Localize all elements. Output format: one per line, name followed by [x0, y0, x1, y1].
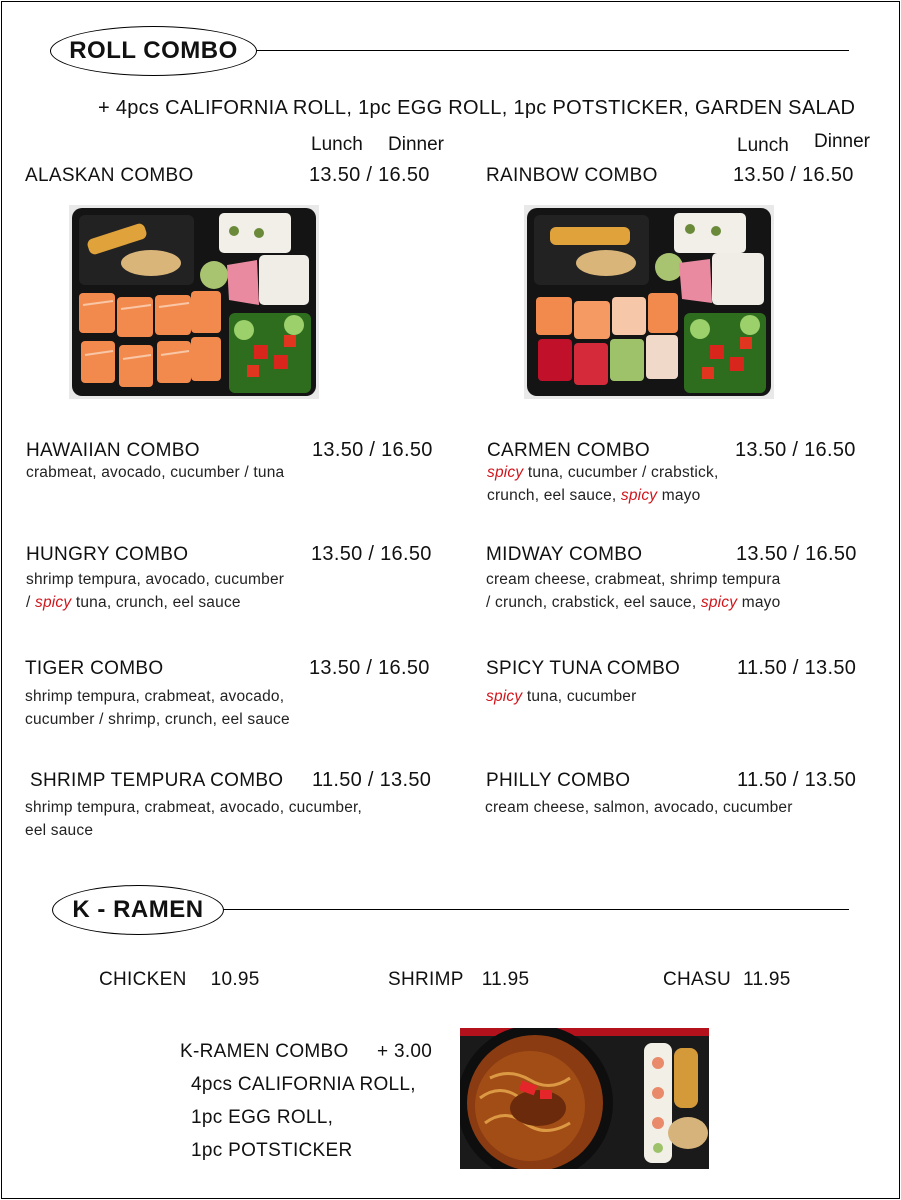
item-description: [486, 592, 780, 615]
item-name: HUNGRY COMBO: [26, 544, 189, 565]
k-ramen-combo-photo: [460, 1028, 709, 1169]
item-description: cucumber / shrimp, crunch, eel sauce: [25, 711, 290, 728]
description-text: mayo: [657, 487, 701, 504]
item-price: 13.50 / 16.50: [735, 439, 856, 461]
lunch-header: Lunch: [311, 134, 363, 155]
description-text: mayo: [737, 594, 781, 611]
item-name: SPICY TUNA COMBO: [486, 658, 681, 679]
spicy-label: spicy: [486, 688, 523, 705]
item-description: [26, 592, 241, 615]
item-price: 13.50 / 16.50: [733, 164, 854, 186]
ramen-option: [663, 969, 791, 991]
item-price: 11.50 / 13.50: [312, 769, 432, 791]
dinner-header: Dinner: [814, 131, 870, 152]
item-price: 13.50 / 16.50: [312, 439, 433, 461]
spicy-label: spicy: [620, 487, 658, 504]
ramen-option-price: 11.95: [481, 969, 530, 990]
ramen-combo-line: 1pc EGG ROLL,: [191, 1107, 334, 1128]
item-price: 13.50 / 16.50: [309, 657, 430, 679]
ramen-option: [388, 969, 529, 991]
spicy-label: spicy: [35, 594, 72, 611]
alaskan-combo-photo: [69, 205, 319, 399]
description-text: / crunch, crabstick, eel sauce,: [486, 594, 701, 611]
item-price: 13.50 / 16.50: [736, 543, 857, 565]
lunch-header: Lunch: [737, 135, 789, 156]
ramen-combo-price: + 3.00: [377, 1041, 433, 1062]
item-name: RAINBOW COMBO: [486, 165, 658, 186]
ramen-combo-name: K-RAMEN COMBO: [180, 1041, 349, 1062]
combo-includes: + 4pcs CALIFORNIA ROLL, 1pc EGG ROLL, 1pc POTSTICKER, GARDEN SALAD: [98, 97, 856, 119]
item-description: [487, 462, 718, 485]
item-price: 13.50 / 16.50: [311, 543, 432, 565]
section-title-text: K - RAMEN: [72, 896, 204, 923]
ramen-option: [99, 969, 260, 991]
item-description: cream cheese, salmon, avocado, cucumber: [485, 799, 793, 816]
item-description: shrimp tempura, crabmeat, avocado,: [25, 688, 285, 705]
ramen-option-name: CHICKEN: [99, 969, 187, 990]
section-rule: [255, 50, 849, 51]
description-text: /: [26, 594, 36, 611]
item-description: crabmeat, avocado, cucumber / tuna: [26, 464, 285, 481]
item-name: CARMEN COMBO: [487, 440, 650, 461]
item-description: shrimp tempura, crabmeat, avocado, cucumber,: [25, 799, 363, 816]
description-text: tuna, crunch, eel sauce: [71, 594, 241, 611]
item-description: eel sauce: [25, 822, 94, 839]
spicy-label: spicy: [487, 464, 524, 481]
section-rule: [222, 909, 849, 910]
section-title-k-ramen: [52, 885, 224, 935]
rainbow-combo-photo: [524, 205, 774, 399]
ramen-option-price: 10.95: [210, 969, 260, 990]
item-price: 11.50 / 13.50: [737, 769, 857, 791]
ramen-option-price: 11.95: [743, 969, 791, 990]
item-name: HAWAIIAN COMBO: [26, 440, 200, 461]
description-text: tuna, cucumber: [522, 688, 637, 705]
item-name: SHRIMP TEMPURA COMBO: [30, 770, 284, 791]
ramen-option-name: CHASU: [663, 969, 732, 990]
item-description: [487, 485, 700, 508]
ramen-combo-line: 4pcs CALIFORNIA ROLL,: [191, 1074, 416, 1095]
description-text: crunch, eel sauce,: [487, 487, 621, 504]
item-description: cream cheese, crabmeat, shrimp tempura: [486, 571, 781, 588]
item-price: 13.50 / 16.50: [309, 164, 430, 186]
ramen-option-name: SHRIMP: [388, 969, 464, 990]
item-price: 11.50 / 13.50: [737, 657, 857, 679]
section-title-text: ROLL COMBO: [69, 37, 238, 64]
description-text: tuna, cucumber / crabstick,: [523, 464, 719, 481]
ramen-combo-line: 1pc POTSTICKER: [191, 1140, 353, 1161]
spicy-label: spicy: [700, 594, 738, 611]
item-name: TIGER COMBO: [25, 658, 164, 679]
item-description: [486, 686, 636, 709]
item-name: MIDWAY COMBO: [486, 544, 643, 565]
section-title-roll-combo: [50, 26, 257, 76]
item-name: PHILLY COMBO: [486, 770, 631, 791]
item-description: shrimp tempura, avocado, cucumber: [26, 571, 285, 588]
item-name: ALASKAN COMBO: [25, 165, 194, 186]
dinner-header: Dinner: [388, 134, 444, 155]
